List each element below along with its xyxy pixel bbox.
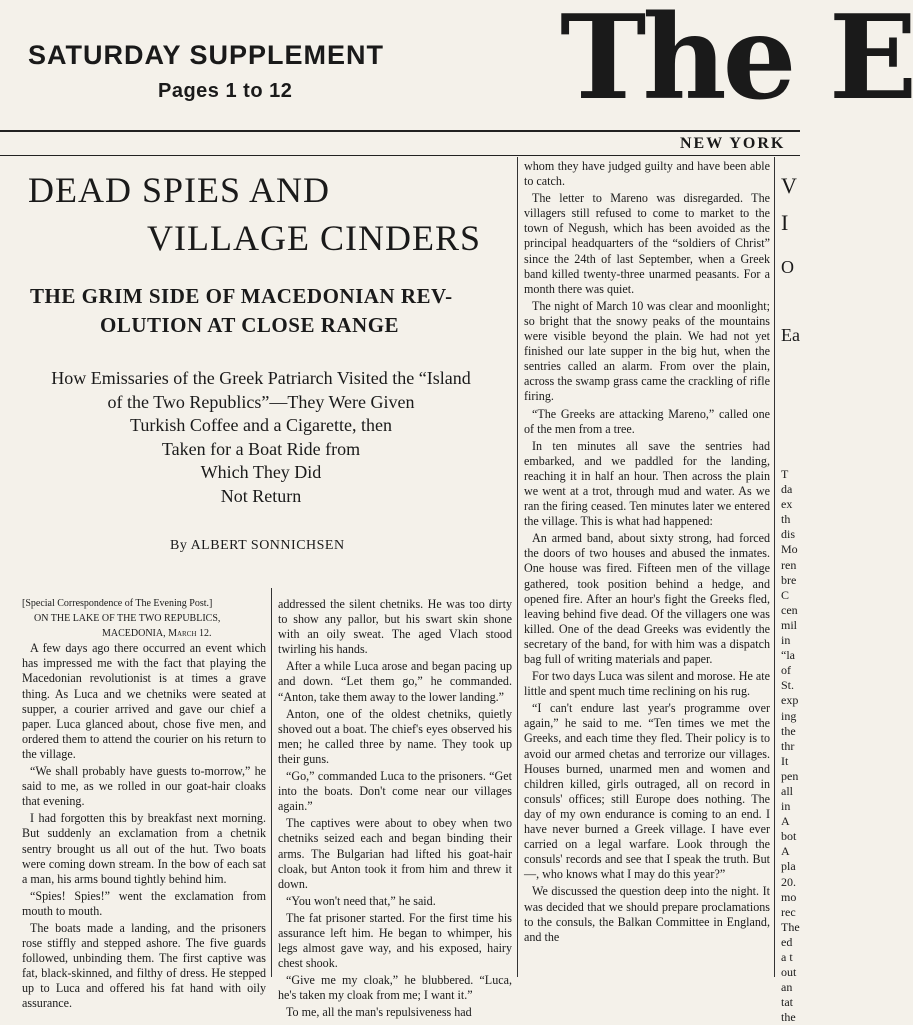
- next-headline-fragment: Ea: [781, 325, 800, 345]
- text-fragment: a t: [781, 950, 793, 964]
- next-column-fragments: [781, 467, 800, 1025]
- text-fragment: tat: [781, 995, 793, 1010]
- text-fragment: the: [781, 723, 796, 738]
- article-column-2: [278, 597, 512, 1020]
- paragraph: The letter to Mareno was disregarded. The villagers still refused to come to market to the town of Negush, which has been avoided as the principal headquarters of the “soldiers of Christ” since the 24th of last September, when a Greek band killed twenty-three unarmed peasants. For a month there was quiet.: [524, 191, 770, 296]
- paragraph: An armed band, about sixty strong, had forced the doors of two houses and abused the inmates. One house was fired. Fifteen men of the village gathered, took position behind a hedge, and opened fire. After an hour's fight the Greeks fled, leaving behind five dead. Of the villagers one was killed. One of the dead Greeks was evidently the secretary of the band, for with him was a dispatch bag full of writing materials and paper.: [524, 531, 770, 666]
- subhead-line-1: THE GRIM SIDE OF MACEDONIAN REV-: [30, 284, 453, 308]
- text-fragment: bre: [781, 572, 797, 587]
- deck-line-4: Taken for a Boat Ride from: [161, 439, 361, 459]
- deck-line-2: of the Two Republics”—They Were Given: [107, 392, 415, 412]
- text-fragment: ren: [781, 557, 797, 572]
- text-fragment: dis: [781, 527, 796, 542]
- column-rule-2: [271, 588, 272, 977]
- text-fragment: St.: [781, 678, 795, 693]
- deck-line-5: Which They Did: [200, 462, 322, 482]
- supplement-title: SATURDAY SUPPLEMENT: [28, 40, 385, 70]
- paragraph: After a while Luca arose and began pacing up and down. “Let them go,” he commanded. “Anton, take them away to the lower landing.”: [278, 659, 512, 704]
- paragraph: whom they have judged guilty and have been able to catch.: [524, 159, 770, 189]
- paragraph: For two days Luca was silent and morose. He ate little and spent much time reclining on his rug.: [524, 669, 770, 699]
- deck-line-3: Turkish Coffee and a Cigarette, then: [130, 415, 392, 435]
- paragraph: Anton, one of the oldest chetniks, quietly shoved out a boat. The chief's eyes observed his men; he called three by name. They took up their guns.: [278, 706, 512, 766]
- text-fragment: of: [781, 663, 791, 678]
- text-fragment: cen: [781, 602, 798, 617]
- paragraph: To me, all the man's repulsiveness had: [286, 1005, 472, 1020]
- text-fragment: A: [781, 844, 790, 859]
- column-rule-1: [517, 157, 518, 977]
- headline-line-1: DEAD SPIES AND: [28, 170, 331, 210]
- article-column-1: [22, 596, 266, 1011]
- paragraph: The captives were about to obey when two chetniks seized each and began binding their arms. The Bulgarian had lifted his goat-hair cloak, but Anton took it from him and threw it down.: [278, 816, 512, 891]
- paragraph: addressed the silent chetniks. He was too dirty to show any pallor, but his swart skin shone with an oily sweat. The aged Vlach stood twirling his hands.: [278, 597, 512, 657]
- text-fragment: pen: [781, 768, 799, 783]
- paragraph: “We shall probably have guests to-morrow,” he said to me, as we rolled in our goat-hair cloaks that evening.: [22, 764, 266, 809]
- masthead-title: The E: [560, 0, 913, 126]
- correspondence-note: [Special Correspondence of The Evening Post.]: [22, 598, 213, 609]
- text-fragment: the: [781, 1010, 796, 1025]
- paragraph: I had forgotten this by breakfast next morning. But suddenly an exclamation from a chetnik sentry brought us all out of the hut. Two boats were coming down stream. In the bow of each sat a man, his arms bound tightly behind him.: [22, 811, 266, 886]
- text-fragment: T: [781, 467, 789, 481]
- next-headline-fragment: V: [781, 173, 797, 198]
- masthead-rule-top: [0, 130, 800, 132]
- deck-line-6: Not Return: [220, 486, 302, 506]
- paragraph: A few days ago there occurred an event which has impressed me with the fact that playing the Macedonian revolutionist is at times a grave thing. As Luca and we chetniks were seated at supper, a courier arrived and gave our chief a paper. Luca glanced about, chose five men, and ordered them to attend the courier on his return to the village.: [22, 641, 266, 761]
- text-fragment: exp: [781, 693, 799, 708]
- deck-line-1: How Emissaries of the Greek Patriarch Visited the “Island: [51, 368, 471, 388]
- text-fragment: an: [781, 980, 793, 995]
- text-fragment: mo: [781, 889, 797, 904]
- text-fragment: A: [781, 814, 790, 829]
- paragraph: “Go,” commanded Luca to the prisoners. “Get into the boats. Don't come near our villages again.”: [278, 769, 512, 814]
- next-headline-fragment: I: [781, 210, 789, 235]
- text-fragment: rec: [781, 904, 796, 919]
- text-fragment: It: [781, 753, 789, 768]
- paragraph: “Spies! Spies!” went the exclamation from mouth to mouth.: [22, 888, 266, 918]
- headline-line-2: VILLAGE CINDERS: [147, 218, 481, 258]
- text-fragment: da: [781, 482, 793, 497]
- paragraph: The fat prisoner started. For the first time his assurance left him. He began to whimper, his legs almost gave way, and his exposed, hairy chest shook.: [278, 910, 512, 971]
- text-fragment: pla: [781, 859, 796, 874]
- text-fragment: th: [781, 512, 791, 527]
- column-rule-3: [774, 157, 775, 977]
- text-fragment: “la: [781, 648, 795, 663]
- text-fragment: ex: [781, 497, 793, 512]
- paragraph: We discussed the question deep into the night. It was decided that we should prepare proclamations to the consuls, the Balkan Committee in England, and the: [524, 884, 770, 944]
- byline: By ALBERT SONNICHSEN: [170, 538, 345, 553]
- text-fragment: The: [781, 919, 800, 934]
- next-headline-fragment: O: [781, 257, 794, 277]
- dateline-date: MACEDONIA, March 12.: [102, 628, 212, 640]
- paragraph: “I can't endure last year's programme over again,” he said to me. “Ten times we met the Greeks, and each time they fled. Their policy is to avoid our armed chetas and terrorize our villages. Houses burned, unarmed men and women and children killed, girls outraged, all on record in consuls' offices; still Europe does nothing. The day of my own endurance is coming to an end. I have never burned a Greek village. I have ever carried on a legal warfare. Look through the consuls' records and see that I speak the truth. But —, who knows what I may do this year?”: [524, 701, 770, 882]
- masthead-rule-bottom: [0, 155, 800, 156]
- text-fragment: bot: [781, 829, 797, 844]
- dateline-place: ON THE LAKE OF THE TWO REPUBLICS,: [34, 613, 221, 625]
- text-fragment: out: [781, 965, 797, 980]
- paragraph: “Give me my cloak,” he blubbered. “Luca, he's taken my cloak from me; I want it.”: [278, 973, 512, 1003]
- text-fragment: in: [781, 633, 791, 648]
- paragraph: The boats made a landing, and the prisoners rose stiffly and stepped ashore. The five guards followed, unbinding them. The first captive was fat, black-skinned, and filthy of dress. He stepped up to Luca and offered his fat hand with oily assurance.: [22, 920, 266, 1011]
- text-fragment: Mo: [781, 542, 798, 557]
- text-fragment: mil: [781, 617, 798, 632]
- article-column-3: [524, 159, 770, 977]
- text-fragment: thr: [781, 738, 795, 753]
- text-fragment: all: [781, 783, 793, 798]
- text-fragment: 20.: [781, 874, 796, 889]
- text-fragment: C: [781, 587, 790, 602]
- text-fragment: ing: [781, 708, 797, 723]
- text-fragment: in: [781, 799, 791, 814]
- subhead-line-2: OLUTION AT CLOSE RANGE: [100, 313, 400, 337]
- masthead-location: NEW YORK: [680, 135, 786, 152]
- supplement-pages: Pages 1 to 12: [158, 80, 293, 102]
- paragraph: The night of March 10 was clear and moonlight; so bright that the snowy peaks of the mountains were visible beyond the plain. We had not yet finished our late supper in the big hut, when the sentries called an alarm. From over the plain, across the swamp grass came the crackling of rifle firing.: [524, 298, 770, 404]
- text-fragment: ed: [781, 934, 793, 949]
- paragraph: “The Greeks are attacking Mareno,” called one of the men from a tree.: [524, 406, 770, 436]
- paragraph: “You won't need that,” he said.: [286, 893, 436, 908]
- paragraph: In ten minutes all save the sentries had embarked, and we paddled for the landing, reaching it in half an hour. Then across the plain we went at a trot, through mud and water. As we ran the firing ceased. Ten minutes later we entered the village. This is what had happened:: [524, 438, 770, 529]
